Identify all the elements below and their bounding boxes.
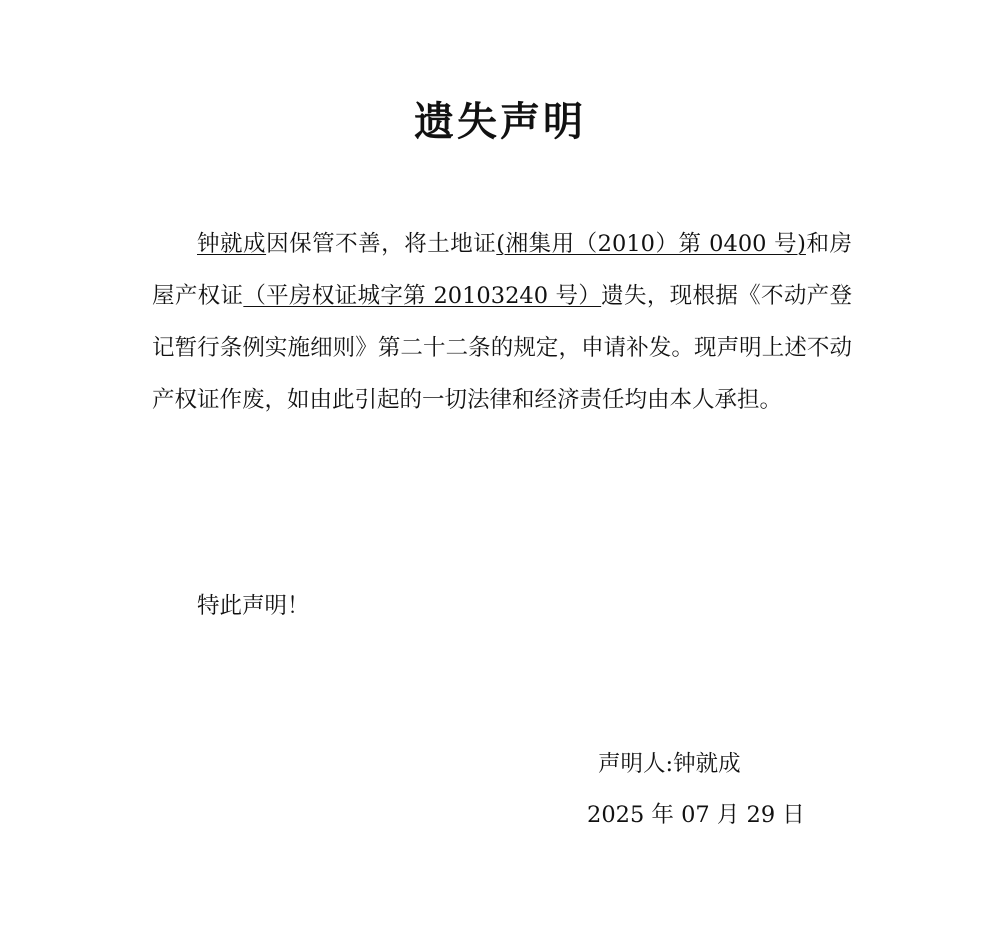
- declaration-body: [152, 218, 852, 426]
- signature-line: [598, 744, 741, 784]
- body-text-2: 和房屋产权证: [152, 231, 852, 309]
- signature-label: 声明人:: [598, 751, 674, 777]
- declaration-date: 2025 年 07 月 29 日: [587, 802, 805, 828]
- document-title: 遗失声明: [414, 98, 586, 145]
- declarant-name: 钟就成: [197, 231, 267, 257]
- house-certificate-number: （平房权证城字第 20103240 号）: [243, 283, 602, 309]
- land-certificate-number: (湘集用（2010）第 0400 号): [496, 231, 806, 257]
- closing-statement: 特此声明！: [197, 593, 310, 619]
- body-text-1: 因保管不善，将土地证: [266, 231, 497, 257]
- signature-name: 钟就成: [673, 751, 741, 777]
- body-text-3: 遗失，现根据《不动产登记暂行条例实施细则》第二十二条的规定，申请补发。现声明上述不动产权证作废，如由此引起的一切法律和经济责任均由本人承担。: [152, 283, 852, 413]
